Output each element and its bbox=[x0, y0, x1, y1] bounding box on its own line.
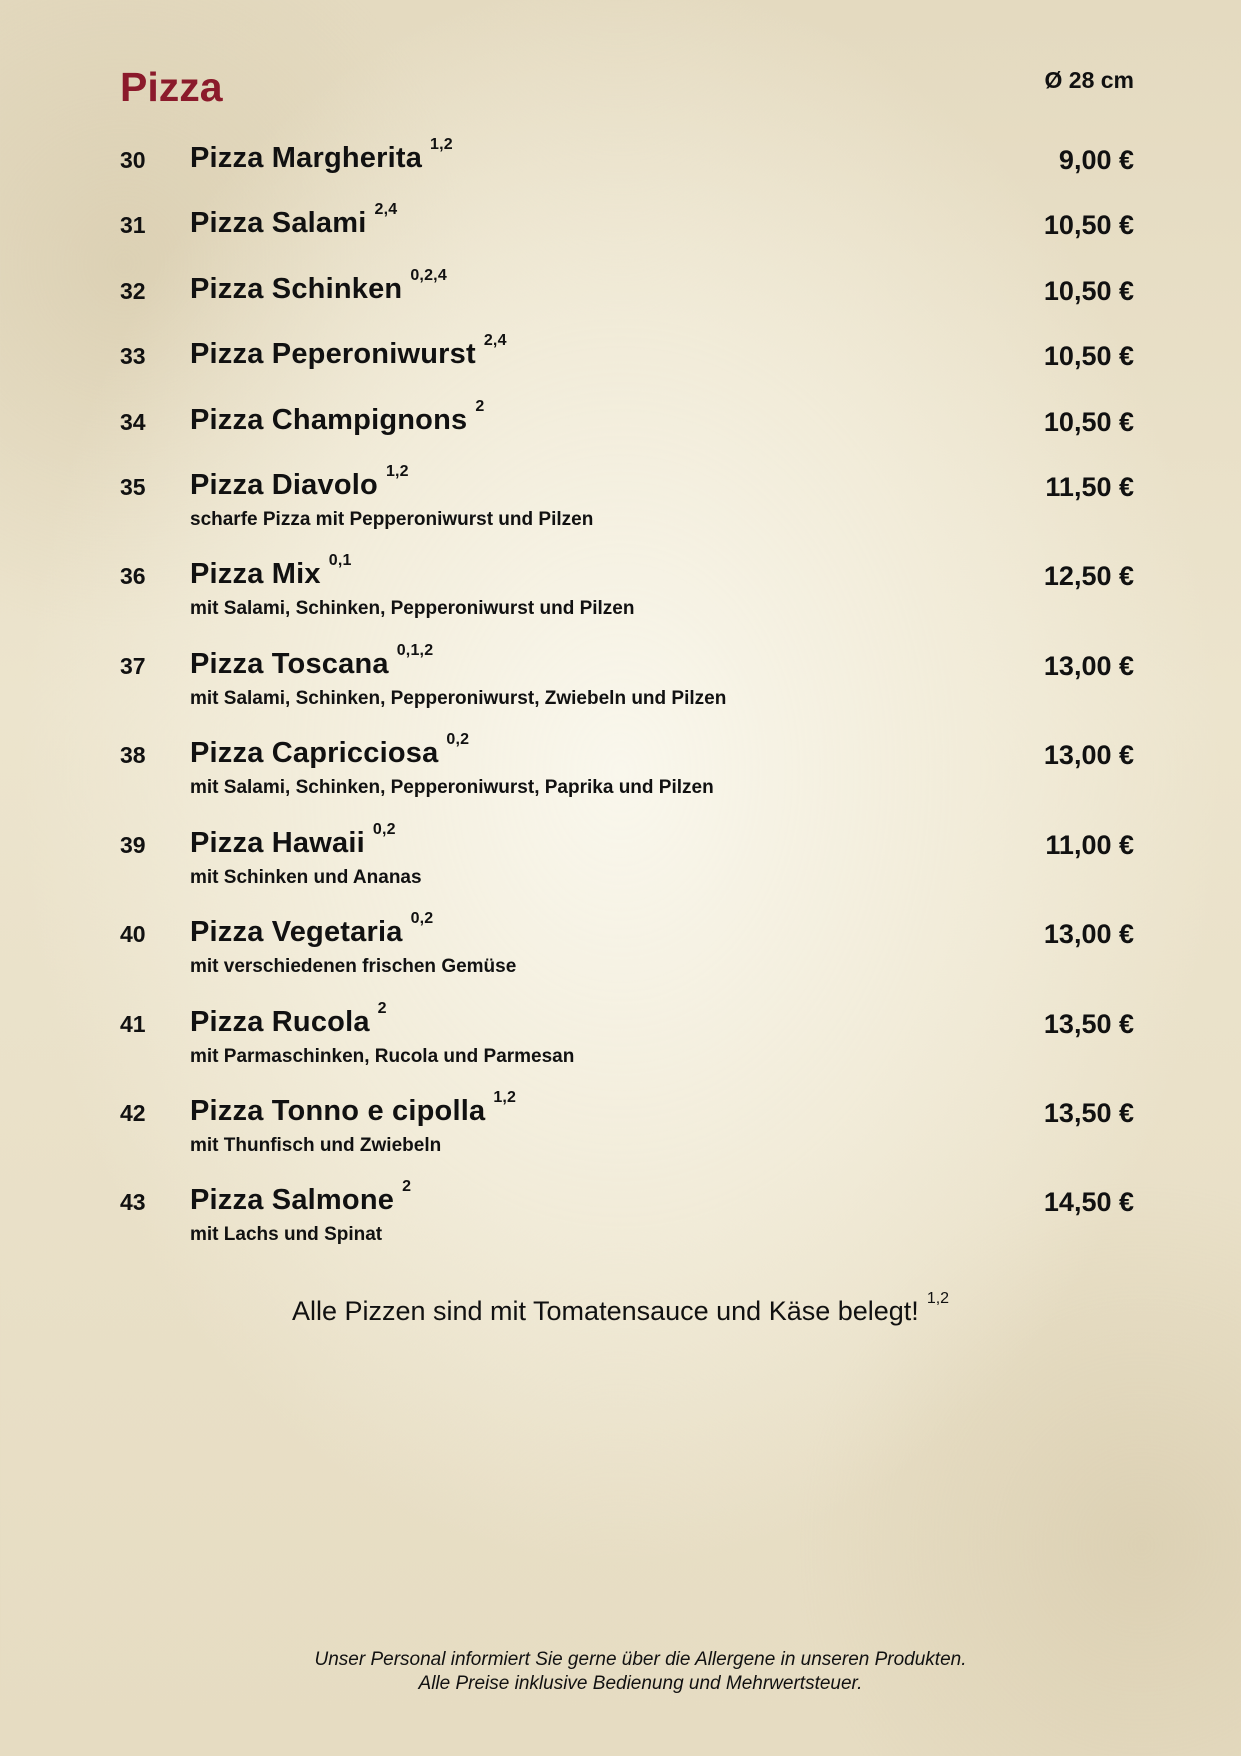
item-name: Pizza Peperoniwurst $^{2,4}$ bbox=[190, 332, 507, 370]
item-number: 36 bbox=[120, 563, 146, 589]
item-description: mit Salami, Schinken, Pepperoniwurst, Paprika und Pilzen bbox=[190, 777, 714, 798]
item-allergens: 1,2 bbox=[493, 1089, 517, 1106]
item-name: Pizza Champignons $^2$ bbox=[190, 398, 485, 436]
item-price: 14,50 € bbox=[1043, 1187, 1134, 1217]
item-number: 32 bbox=[120, 278, 146, 304]
menu-item bbox=[0, 910, 1241, 977]
menu-item bbox=[0, 201, 1241, 267]
item-number: 41 bbox=[120, 1011, 146, 1037]
menu-item bbox=[0, 552, 1241, 619]
item-name: Pizza Diavolo $^{1,2}$ bbox=[190, 463, 409, 501]
menu-item bbox=[0, 1000, 1241, 1067]
item-allergens: 1,2 bbox=[385, 463, 409, 480]
item-name: Pizza Mix $^{0,1}$ bbox=[190, 552, 352, 590]
item-number: 35 bbox=[120, 474, 146, 500]
item-price: 13,50 € bbox=[1043, 1009, 1134, 1039]
item-name: Pizza Rucola $^2$ bbox=[190, 1000, 387, 1038]
item-number: 34 bbox=[120, 409, 146, 435]
item-name: Pizza Salami $^{2,4}$ bbox=[190, 201, 398, 239]
item-name: Pizza Margherita $^{1,2}$ bbox=[190, 136, 453, 174]
item-price: 10,50 € bbox=[1043, 210, 1134, 240]
item-name: Pizza Hawaii $^{0,2}$ bbox=[190, 821, 396, 859]
menu-item bbox=[0, 463, 1241, 530]
note-allergens: 1,2 bbox=[926, 1290, 950, 1307]
item-price: 13,00 € bbox=[1043, 651, 1134, 681]
item-allergens: 0,2 bbox=[372, 821, 396, 838]
item-number: 38 bbox=[120, 742, 146, 768]
item-number: 30 bbox=[120, 147, 146, 173]
pizza-size-label: Ø 28 cm bbox=[1044, 67, 1134, 93]
item-price: 12,50 € bbox=[1043, 561, 1134, 591]
item-description: mit Thunfisch und Zwiebeln bbox=[190, 1135, 442, 1156]
menu-item bbox=[0, 1089, 1241, 1156]
item-number: 37 bbox=[120, 653, 146, 679]
footer-line-prices: Alle Preise inklusive Bedienung und Mehrwertsteuer. bbox=[418, 1673, 863, 1694]
item-allergens: 0,1 bbox=[328, 552, 352, 569]
footer-note bbox=[0, 1648, 1241, 1696]
item-price: 10,50 € bbox=[1043, 276, 1134, 306]
item-name: Pizza Schinken $^{0,2,4}$ bbox=[190, 267, 447, 305]
item-allergens: 0,2 bbox=[410, 910, 434, 927]
menu-item bbox=[0, 398, 1241, 464]
item-description: mit Parmaschinken, Rucola und Parmesan bbox=[190, 1046, 575, 1067]
item-description: mit Schinken und Ananas bbox=[190, 867, 422, 888]
item-name: Pizza Salmone $^2$ bbox=[190, 1178, 412, 1216]
item-allergens: 0,1,2 bbox=[396, 642, 434, 659]
item-description: mit Salami, Schinken, Pepperoniwurst, Zwiebeln und Pilzen bbox=[190, 688, 727, 709]
item-description: scharfe Pizza mit Pepperoniwurst und Pilzen bbox=[190, 509, 594, 530]
menu-item bbox=[0, 136, 1241, 202]
item-price: 11,50 € bbox=[1045, 472, 1134, 502]
item-description: mit Lachs und Spinat bbox=[190, 1224, 383, 1245]
item-allergens: 2,4 bbox=[374, 201, 398, 218]
item-number: 42 bbox=[120, 1100, 146, 1126]
menu-item bbox=[0, 821, 1241, 888]
page-title: Pizza bbox=[120, 64, 223, 110]
footer-line-allergens: Unser Personal informiert Sie gerne über die Allergene in unseren Produkten. bbox=[314, 1649, 967, 1670]
item-number: 43 bbox=[120, 1189, 146, 1215]
item-number: 33 bbox=[120, 343, 146, 369]
item-allergens: 2 bbox=[475, 398, 485, 415]
item-name: Pizza Capricciosa $^{0,2}$ bbox=[190, 731, 470, 769]
item-allergens: 2 bbox=[377, 1000, 387, 1017]
item-price: 13,00 € bbox=[1043, 740, 1134, 770]
menu-item bbox=[0, 642, 1241, 709]
item-description: mit verschiedenen frischen Gemüse bbox=[190, 956, 517, 977]
item-price: 10,50 € bbox=[1043, 407, 1134, 437]
menu-item bbox=[0, 731, 1241, 798]
menu-item bbox=[0, 332, 1241, 398]
menu-header bbox=[0, 0, 1241, 130]
item-name: Pizza Vegetaria $^{0,2}$ bbox=[190, 910, 434, 948]
item-allergens: 0,2 bbox=[446, 731, 470, 748]
menu-item bbox=[0, 267, 1241, 333]
sauce-cheese-note: Alle Pizzen sind mit Tomatensauce und Käse belegt! $^{1,2}$ bbox=[291, 1290, 950, 1326]
item-number: 31 bbox=[120, 212, 146, 238]
item-number: 40 bbox=[120, 921, 146, 947]
item-number: 39 bbox=[120, 832, 146, 858]
item-name: Pizza Toscana $^{0,1,2}$ bbox=[190, 642, 434, 680]
item-price: 9,00 € bbox=[1058, 145, 1134, 175]
item-allergens: 2,4 bbox=[483, 332, 507, 349]
menu-item bbox=[0, 1178, 1241, 1245]
item-name: Pizza Tonno e cipolla $^{1,2}$ bbox=[190, 1089, 517, 1127]
item-description: mit Salami, Schinken, Pepperoniwurst und Pilzen bbox=[190, 598, 635, 619]
item-allergens: 0,2,4 bbox=[410, 267, 447, 284]
item-price: 13,50 € bbox=[1043, 1098, 1134, 1128]
item-price: 10,50 € bbox=[1043, 341, 1134, 371]
item-allergens: 1,2 bbox=[430, 136, 453, 153]
item-allergens: 2 bbox=[402, 1178, 412, 1195]
item-price: 11,00 € bbox=[1045, 830, 1134, 860]
item-price: 13,00 € bbox=[1043, 919, 1134, 949]
